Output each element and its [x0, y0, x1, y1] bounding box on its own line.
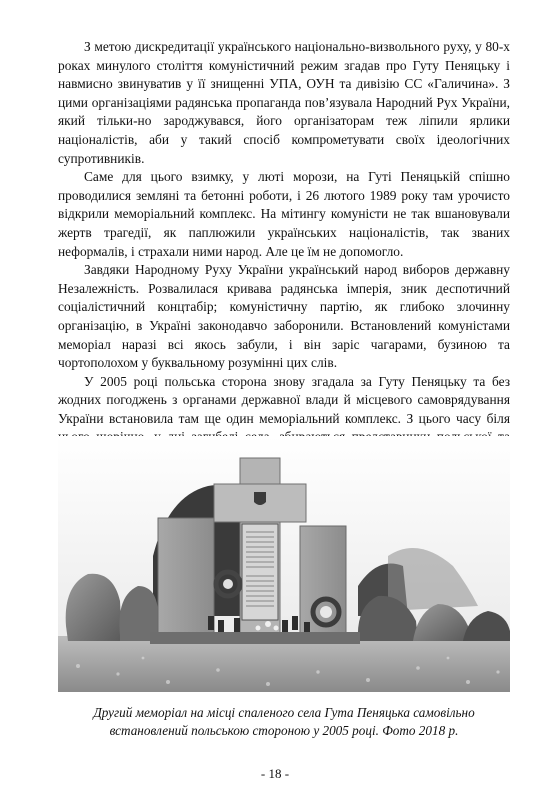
photo-caption: Другий меморіал на місці спаленого села Гута Пеняцька самовільно встановлений польською стороною у 2005 році. Фото 2018 р. [93, 705, 475, 738]
body-text [58, 38, 510, 466]
paragraph-2: Саме для цього взимку, у люті морози, на Гуті Пеняцькій спішно проводилися земляні та бетонні роботи, і 26 лютого 1989 року там урочисто відкрили меморіальний комплекс. На мітингу комуністи не так вшановували жертв трагедії, як паплюжили українських націоналістів, так званих неформалів, і страхали ними народ. Але це їм не допомогло. [58, 169, 510, 259]
page-number: - 18 - [260, 766, 290, 781]
paragraph-4: У 2005 році польська сторона знову згадала за Гуту Пеняцьку та без жодних погоджень з органами державної влади й місцевого самоврядування України встановила там ще один меморіальний комплекс. З цього часу біля [58, 373, 510, 426]
memorial-photo [58, 436, 510, 692]
paragraph-1: З метою дискредитації українського національно-визвольного руху, у 80-х роках минулого століття комуністичний режим згадав про Гуту Пеняцьку і навмисно звинуватив у її знищенні УПА, ОУН та дивізію СС «Галичина». З цими організаціями радянська пропаганда пов’язувала Народний Рух України, який тільки-но зароджувався, його організаторам теж ліпили ярлики націоналістів, аби у такий спосіб компрометувати своїх ідеологічних супротивників. [58, 39, 510, 166]
paragraph-3: Завдяки Народному Руху України український народ виборов державну Незалежність. Розвалилася кривава радянська імперія, зник деспотичний соціалістичний концтабір; комуністичну партію, як глибоко злочинну організацію, в Україні законодавчо заборонили. Встановлений комуністами меморіал наразі всі якось забули, і він заріс чагарами, бузиною та чортополохом у буквальному розумінні цих слів. [58, 262, 510, 371]
